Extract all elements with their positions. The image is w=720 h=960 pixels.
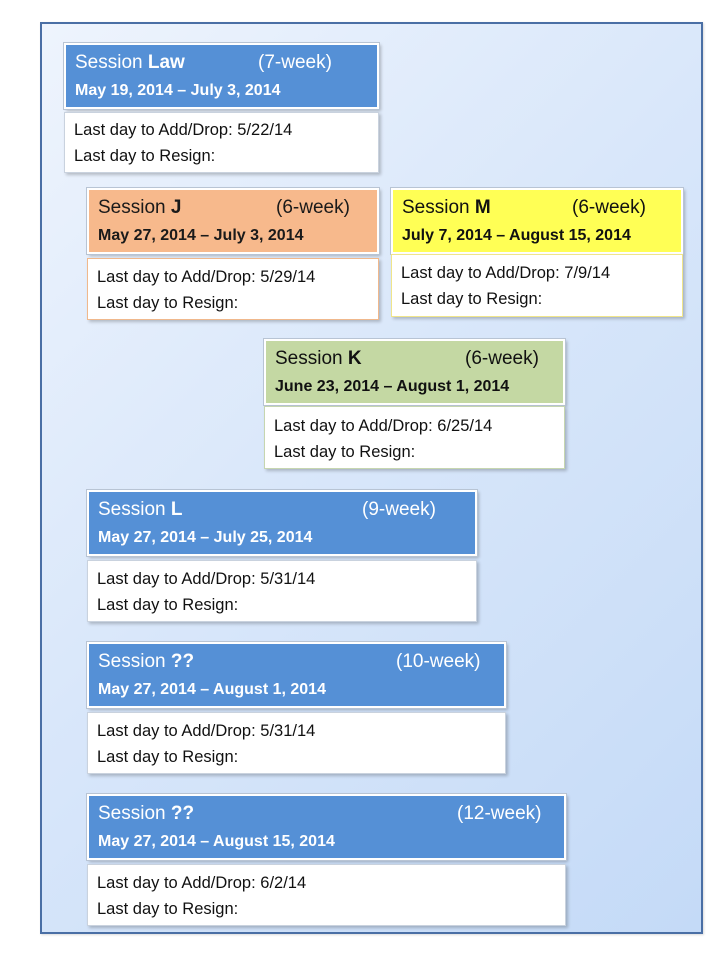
session-deadlines — [64, 112, 379, 173]
add-drop-deadline: Last day to Add/Drop: 5/29/14 — [97, 268, 316, 286]
session-header — [64, 43, 379, 109]
session-deadlines — [87, 258, 379, 320]
session-deadlines — [87, 864, 566, 926]
session-title: Session K — [275, 348, 362, 369]
add-drop-deadline: Last day to Add/Drop: 5/31/14 — [97, 722, 316, 740]
session-deadlines — [87, 560, 477, 622]
session-weeks: (6-week) — [572, 197, 646, 218]
session-dates: May 27, 2014 – July 3, 2014 — [98, 227, 304, 244]
session-title: Session L — [98, 499, 183, 520]
add-drop-deadline: Last day to Add/Drop: 5/31/14 — [97, 570, 316, 588]
resign-deadline: Last day to Resign: — [97, 596, 239, 614]
resign-deadline: Last day to Resign: — [97, 294, 239, 312]
session-header — [87, 794, 566, 860]
session-weeks: (10-week) — [396, 651, 481, 672]
resign-deadline: Last day to Resign: — [401, 290, 543, 308]
session-header — [391, 188, 683, 254]
session-deadlines — [391, 254, 683, 317]
session-title: Session Law — [75, 52, 185, 73]
add-drop-deadline: Last day to Add/Drop: 7/9/14 — [401, 264, 611, 282]
session-dates: June 23, 2014 – August 1, 2014 — [275, 378, 510, 395]
session-dates: May 27, 2014 – July 25, 2014 — [98, 529, 313, 546]
session-title: Session M — [402, 197, 491, 218]
session-weeks: (7-week) — [258, 52, 332, 73]
session-weeks: (6-week) — [465, 348, 539, 369]
session-title: Session ?? — [98, 803, 195, 824]
session-weeks: (12-week) — [457, 803, 542, 824]
session-header — [87, 490, 477, 556]
resign-deadline: Last day to Resign: — [274, 443, 416, 461]
session-dates: July 7, 2014 – August 15, 2014 — [402, 227, 631, 244]
session-header — [87, 642, 506, 708]
resign-deadline: Last day to Resign: — [74, 147, 216, 165]
session-header — [264, 339, 565, 405]
session-title: Session J — [98, 197, 182, 218]
add-drop-deadline: Last day to Add/Drop: 5/22/14 — [74, 121, 293, 139]
session-dates: May 19, 2014 – July 3, 2014 — [75, 82, 281, 99]
session-deadlines — [87, 712, 506, 774]
session-weeks: (6-week) — [276, 197, 350, 218]
session-header — [87, 188, 379, 254]
session-dates: May 27, 2014 – August 15, 2014 — [98, 833, 335, 850]
add-drop-deadline: Last day to Add/Drop: 6/2/14 — [97, 874, 307, 892]
resign-deadline: Last day to Resign: — [97, 900, 239, 918]
add-drop-deadline: Last day to Add/Drop: 6/25/14 — [274, 417, 493, 435]
session-weeks: (9-week) — [362, 499, 436, 520]
session-dates: May 27, 2014 – August 1, 2014 — [98, 681, 326, 698]
resign-deadline: Last day to Resign: — [97, 748, 239, 766]
session-deadlines — [264, 406, 565, 469]
session-title: Session ?? — [98, 651, 195, 672]
